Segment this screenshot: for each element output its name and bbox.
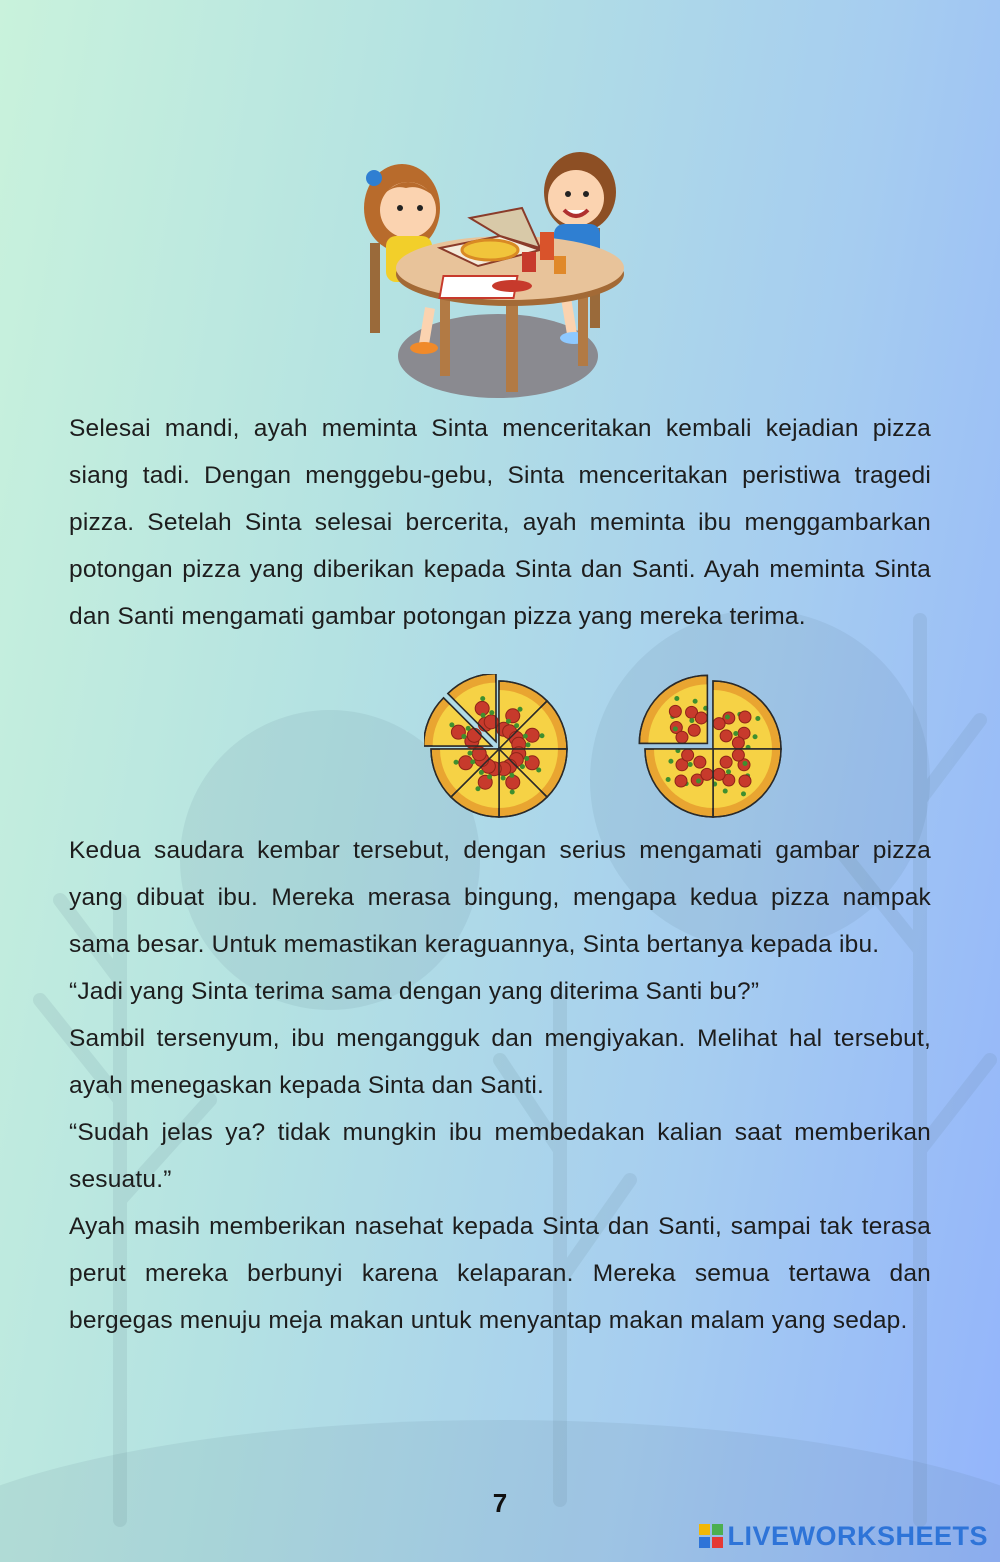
pizza-slice [712, 749, 781, 817]
pizza-eighths-icon [424, 674, 574, 820]
liveworksheets-watermark[interactable] [699, 1518, 988, 1554]
paragraph: Ayah masih memberikan nasehat kepada Sinta dan Santi, sampai tak terasa perut mereka berbunyi karena kelaparan. Mereka semua tertawa dan bergegas menuju meja makan untuk menyantap makan malam yang sedap. [69, 1213, 931, 1334]
pizza-quarters-icon [638, 674, 788, 820]
story-paragraph-top [69, 405, 931, 640]
page-number: 7 [492, 1488, 508, 1518]
pizza-slice [645, 748, 713, 817]
liveworksheets-logo-icon [699, 1524, 723, 1548]
pizza-slice [639, 675, 708, 743]
story-paragraph-bottom [69, 827, 931, 1344]
watermark-text: LIVEWORKSHEETS [727, 1520, 988, 1551]
paragraph: Kedua saudara kembar tersebut, dengan serius mengamati gambar pizza yang dibuat ibu. Mereka merasa bingung, mengapa kedua pizza nampak sama besar. Untuk memastikan keraguannya, Sinta bertanya kepada ibu. [69, 837, 931, 958]
dialogue-line: “Sudah jelas ya? tidak mungkin ibu membedakan kalian saat memberikan sesuatu.” [69, 1119, 931, 1193]
paragraph: Sambil tersenyum, ibu mengangguk dan mengiyakan. Melihat hal tersebut, ayah menegaskan kepada Sinta dan Santi. [69, 1025, 931, 1099]
girls-eating-pizza-illustration [340, 148, 640, 404]
paragraph: Selesai mandi, ayah meminta Sinta menceritakan kembali kejadian pizza siang tadi. Dengan menggebu-gebu, Sinta menceritakan peristiwa tragedi pizza. Setelah Sinta selesai bercerita, ayah meminta ibu menggambarkan potongan pizza yang diberikan kepada Sinta dan Santi. Ayah meminta Sinta dan Santi mengamati gambar potongan pizza yang mereka terima. [69, 415, 931, 630]
pizza-slice [713, 681, 781, 750]
dialogue-line: “Jadi yang Sinta terima sama dengan yang diterima Santi bu?” [69, 978, 760, 1005]
